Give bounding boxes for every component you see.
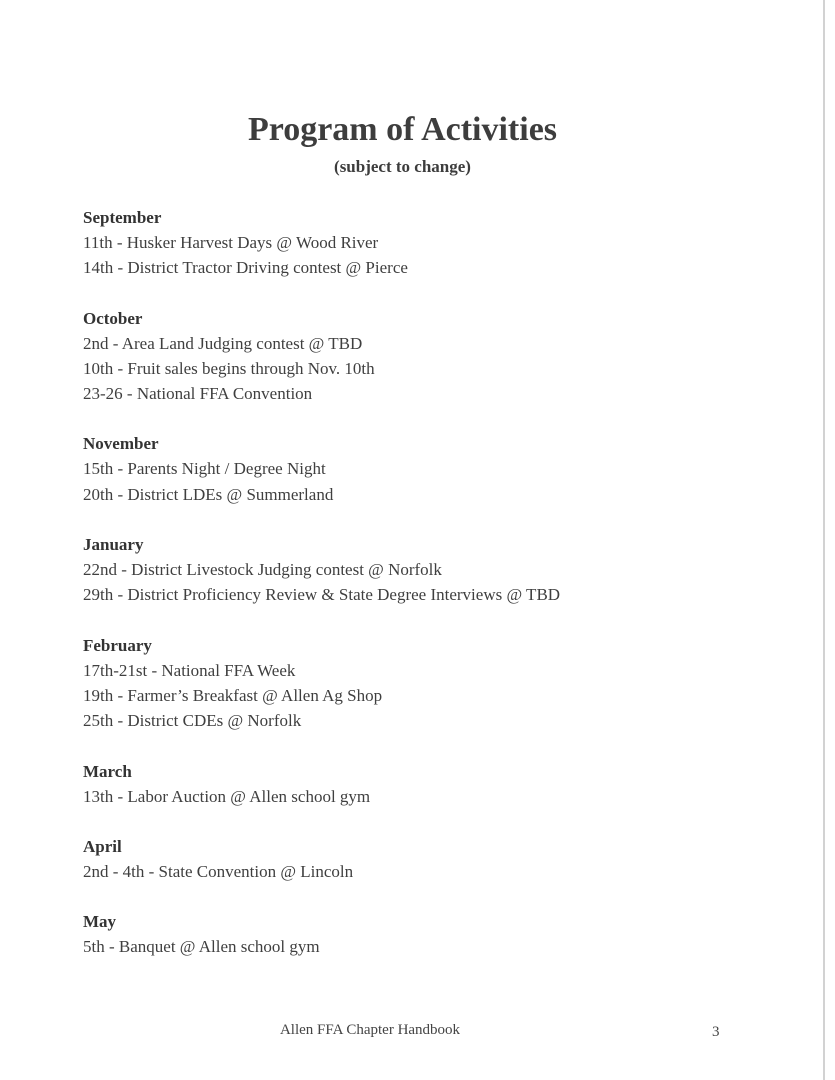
footer-handbook-title: Allen FFA Chapter Handbook xyxy=(279,1022,461,1038)
event-item: 13th - Labor Auction @ Allen school gym xyxy=(83,786,371,806)
event-item: 17th-21st - National FFA Week xyxy=(83,660,296,680)
event-item: 25th - District CDEs @ Norfolk xyxy=(83,711,302,731)
month-section-september xyxy=(83,205,783,281)
month-heading: January xyxy=(83,535,144,555)
activities-list xyxy=(83,205,783,984)
month-section-march xyxy=(83,759,783,809)
month-heading: March xyxy=(83,761,132,781)
month-heading: November xyxy=(83,434,159,454)
event-item: 15th - Parents Night / Degree Night xyxy=(83,459,326,479)
event-item: 23-26 - National FFA Convention xyxy=(83,384,313,404)
event-item: 29th - District Proficiency Review & State Degree Interviews @ TBD xyxy=(83,585,561,605)
month-section-may xyxy=(83,909,783,959)
event-item: 10th - Fruit sales begins through Nov. 10th xyxy=(83,358,375,378)
month-section-february xyxy=(83,633,783,734)
page-number: 3 xyxy=(712,1024,720,1040)
month-section-november xyxy=(83,431,783,507)
month-heading: September xyxy=(83,208,162,227)
page-edge-line xyxy=(823,0,825,1080)
month-section-january xyxy=(83,532,783,608)
month-section-october xyxy=(83,306,783,407)
event-item: 11th - Husker Harvest Days @ Wood River xyxy=(83,233,379,252)
event-item: 14th - District Tractor Driving contest @ Pierce xyxy=(83,258,408,278)
event-item: 5th - Banquet @ Allen school gym xyxy=(83,937,320,957)
month-heading: February xyxy=(83,635,152,655)
month-heading: October xyxy=(83,308,143,328)
month-heading: April xyxy=(83,836,122,856)
month-section-april xyxy=(83,834,783,884)
month-heading: May xyxy=(83,912,117,932)
event-item: 2nd - 4th - State Convention @ Lincoln xyxy=(83,861,354,881)
event-item: 19th - Farmer’s Breakfast @ Allen Ag Shop xyxy=(83,685,383,705)
event-item: 20th - District LDEs @ Summerland xyxy=(83,484,334,504)
page-subtitle: (subject to change) xyxy=(334,157,471,176)
page-title: Program of Activities xyxy=(247,111,558,148)
event-item: 22nd - District Livestock Judging contest @ Norfolk xyxy=(83,560,442,580)
event-item: 2nd - Area Land Judging contest @ TBD xyxy=(83,333,363,353)
